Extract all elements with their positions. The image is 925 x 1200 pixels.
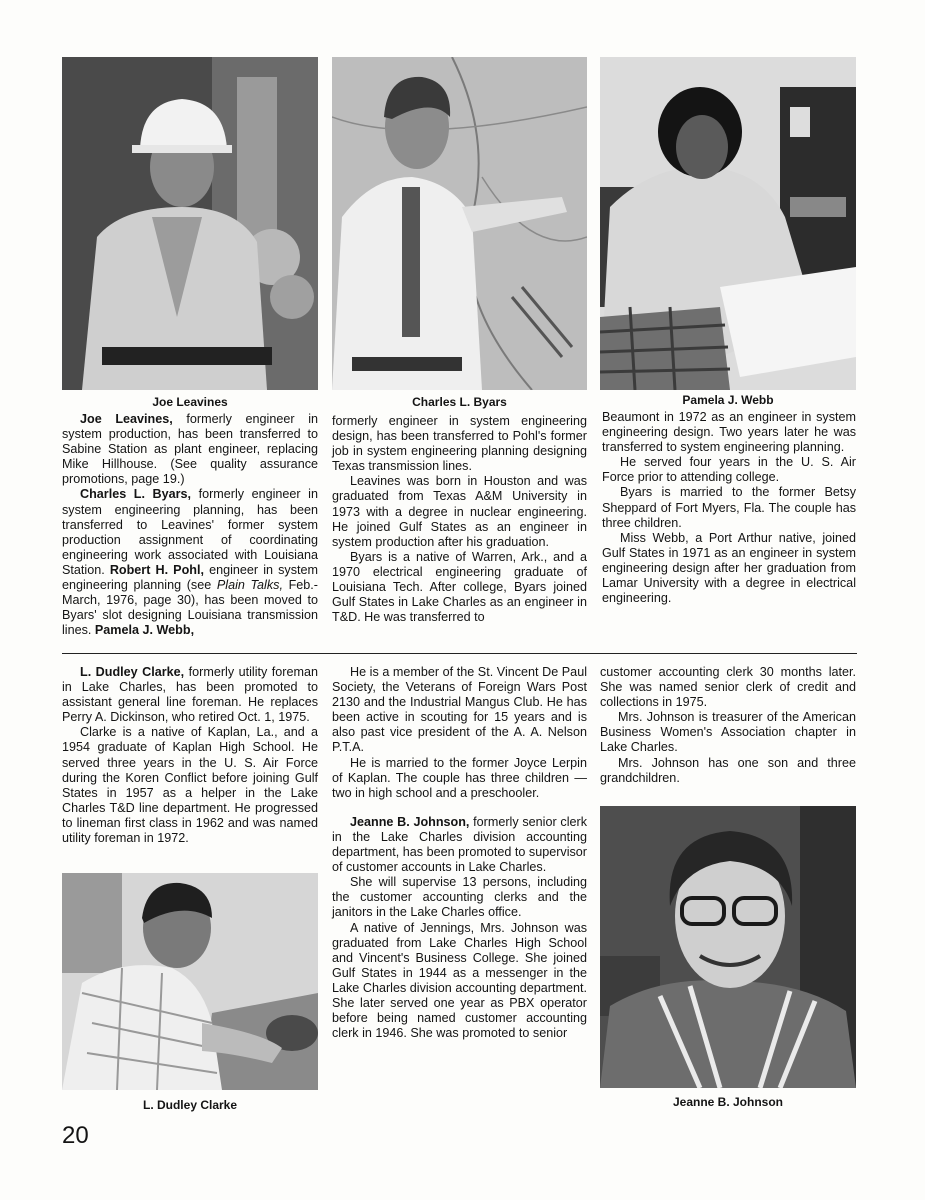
name-charles-byars: Charles L. Byars,: [80, 487, 192, 502]
top-c1-p2-text: formerly engineer in system engineering planning, has been transferred to Leavines' former system production assignment of coordinating engineering work associated with Louisiana Station.: [62, 487, 318, 577]
bottom-c2-p5: A native of Jennings, Mrs. Johnson was graduated from Lake Charles High School and Vincent's Business College. She joined Gulf States in 1944 as a messenger in the Lake Charles division accounting department. She later served one year as PBX operator before being named customer accounting clerk in 1946. She was promoted to senior: [332, 920, 587, 1041]
top-c1-p2-text2: engineer in system engineering planning (see: [62, 562, 318, 593]
bottom-c2-p2: He is married to the former Joyce Lerpin of Kaplan. The couple has three children — two in high school and a preschooler.: [332, 755, 587, 800]
bottom-column-2: [332, 665, 587, 1041]
top-c2-p2: Leavines was born in Houston and was graduated from Texas A&M University in 1973 with a degree in nuclear engineering. He joined Gulf States as an engineer in system production after his graduation.: [332, 474, 587, 549]
top-c3-p2: He served four years in the U. S. Air Force prior to attending college.: [602, 455, 856, 485]
top-column-2: [332, 414, 587, 625]
name-dudley-clarke: L. Dudley Clarke,: [80, 665, 185, 679]
photo-charles-byars: [332, 57, 587, 390]
name-jeanne-johnson: Jeanne B. Johnson,: [350, 814, 470, 829]
top-column-3: [602, 410, 856, 606]
photo-jeanne-johnson: [600, 806, 856, 1088]
bottom-c3-p2: Mrs. Johnson is treasurer of the American Business Women's Association chapter in Lake Charles.: [600, 710, 856, 755]
section-divider: [62, 653, 857, 654]
top-c3-p3: Byars is married to the former Betsy Sheppard of Fort Myers, Fla. The couple has three children.: [602, 485, 856, 530]
top-c1-p1-text: formerly engineer in system production, has been transferred to Sabine Station as plant engineer, replacing Mike Hillhouse. (See quality assurance promotions, page 19.): [62, 412, 319, 487]
bottom-c1-p1-text: formerly utility foreman in Lake Charles, has been promoted to assistant general line foreman. He replaces Perry A. Dickinson, who retired Oct. 1, 1975.: [62, 665, 319, 725]
name-joe-leavines: Joe Leavines,: [80, 412, 173, 426]
bottom-c3-p1: customer accounting clerk 30 months later. She was named senior clerk of credit and collections in 1975.: [600, 665, 856, 710]
top-c1-p2-text3: Feb.-March, 1976, page 30), has been moved to Byars' slot designing Louisiana transmission lines.: [62, 578, 318, 638]
name-robert-pohl: Robert H. Pohl,: [109, 562, 204, 577]
top-c3-p4: Miss Webb, a Port Arthur native, joined Gulf States in 1971 as an engineer in system engineering design after her graduation from Lamar University with a degree in electrical engineering.: [602, 530, 856, 606]
top-c2-p1: formerly engineer in system engineering design, has been transferred to Pohl's former job in system engineering planning designing Texas transmission lines.: [332, 414, 587, 474]
bottom-c2-p3-text: formerly senior clerk in the Lake Charles division accounting department, has been promoted to supervisor of customer accounts in Lake Charles.: [332, 814, 587, 875]
top-c3-p1: Beaumont in 1972 as an engineer in system engineering design. Two years later he was transferred to system engineering planning.: [602, 410, 856, 455]
bottom-c2-p1: He is a member of the St. Vincent De Paul Society, the Veterans of Foreign Wars Post 2130 and the Industrial Mangus Club. He has been active in scouting for 15 years and is also past vice president of the A. A. Nelson P.T.A.: [332, 665, 587, 755]
bottom-c3-p3: Mrs. Johnson has one son and three grandchildren.: [600, 755, 856, 785]
caption-dudley-clarke: L. Dudley Clarke: [142, 1098, 238, 1112]
top-column-1: [62, 412, 318, 638]
bottom-column-3: [600, 665, 856, 786]
top-c2-p3: Byars is a native of Warren, Ark., and a 1970 electrical engineering graduate of Louisiana Tech. After college, Byars joined Gulf States in Lake Charles as an engineer in T&D. He was transferred to: [332, 549, 587, 625]
photo-joe-leavines: [62, 57, 318, 390]
photo-dudley-clarke: [62, 873, 318, 1090]
page-number: 20: [62, 1122, 89, 1149]
photo-pamela-webb: [600, 57, 856, 390]
publication-title: Plain Talks,: [216, 578, 283, 593]
bottom-c2-p4: She will supervise 13 persons, including the customer accounting clerks and the janitors in the Lake Charles office.: [332, 875, 587, 920]
caption-pamela-webb: Pamela J. Webb: [682, 393, 774, 407]
caption-joe-leavines: Joe Leavines: [152, 395, 228, 409]
caption-charles-byars: Charles L. Byars: [412, 395, 507, 409]
bottom-column-1: [62, 665, 318, 846]
caption-jeanne-johnson: Jeanne B. Johnson: [672, 1095, 784, 1109]
name-pamela-webb: Pamela J. Webb,: [94, 623, 195, 638]
bottom-c1-p2: Clarke is a native of Kaplan, La., and a 1954 graduate of Kaplan High School. He served three years in the U. S. Air Force during the Koren Conflict before joining Gulf States in 1957 as a helper in the Lake Charles T&D line department. He progressed to lineman first class in 1962 and was named utility foreman in 1972.: [62, 725, 318, 846]
